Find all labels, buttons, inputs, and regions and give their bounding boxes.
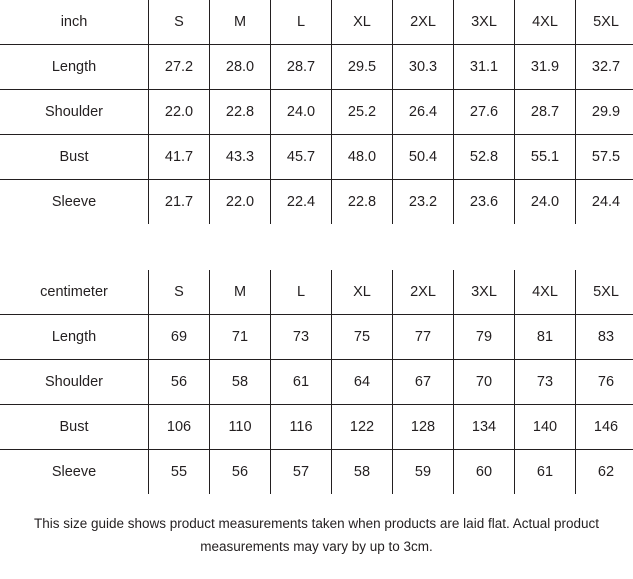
cell-length-xl: 29.5 (332, 45, 393, 90)
size-header-3xl: 3XL (454, 0, 515, 45)
cell-sleeve-m: 56 (210, 450, 271, 495)
unit-label-centimeter: centimeter (0, 270, 149, 315)
cell-length-xl: 75 (332, 315, 393, 360)
size-header-5xl: 5XL (576, 0, 633, 45)
cell-bust-3xl: 134 (454, 405, 515, 450)
size-table-centimeter-wrapper (0, 270, 633, 494)
cell-sleeve-4xl: 61 (515, 450, 576, 495)
cell-bust-5xl: 57.5 (576, 135, 633, 180)
cell-sleeve-s: 21.7 (149, 180, 210, 225)
cell-bust-m: 43.3 (210, 135, 271, 180)
table-row (0, 315, 633, 360)
cell-length-m: 28.0 (210, 45, 271, 90)
table-row (0, 180, 633, 225)
cell-bust-4xl: 55.1 (515, 135, 576, 180)
row-label-bust: Bust (0, 405, 149, 450)
cell-length-l: 73 (271, 315, 332, 360)
cell-sleeve-5xl: 24.4 (576, 180, 633, 225)
cell-bust-l: 45.7 (271, 135, 332, 180)
cell-sleeve-xl: 22.8 (332, 180, 393, 225)
cell-shoulder-s: 56 (149, 360, 210, 405)
size-header-5xl: 5XL (576, 270, 633, 315)
size-header-l: L (271, 0, 332, 45)
size-header-3xl: 3XL (454, 270, 515, 315)
cell-length-5xl: 32.7 (576, 45, 633, 90)
table-row (0, 90, 633, 135)
cell-length-5xl: 83 (576, 315, 633, 360)
size-header-xl: XL (332, 270, 393, 315)
cell-bust-3xl: 52.8 (454, 135, 515, 180)
cell-bust-s: 106 (149, 405, 210, 450)
cell-shoulder-2xl: 26.4 (393, 90, 454, 135)
row-label-sleeve: Sleeve (0, 180, 149, 225)
table-row (0, 45, 633, 90)
cell-bust-4xl: 140 (515, 405, 576, 450)
cell-bust-xl: 122 (332, 405, 393, 450)
cell-sleeve-4xl: 24.0 (515, 180, 576, 225)
cell-bust-m: 110 (210, 405, 271, 450)
cell-bust-5xl: 146 (576, 405, 633, 450)
size-table-inch (0, 0, 633, 224)
table-header-row (0, 270, 633, 315)
cell-length-2xl: 77 (393, 315, 454, 360)
cell-shoulder-s: 22.0 (149, 90, 210, 135)
cell-shoulder-m: 22.8 (210, 90, 271, 135)
size-header-4xl: 4XL (515, 0, 576, 45)
cell-shoulder-l: 61 (271, 360, 332, 405)
cell-shoulder-4xl: 28.7 (515, 90, 576, 135)
row-label-length: Length (0, 315, 149, 360)
cell-shoulder-xl: 64 (332, 360, 393, 405)
cell-bust-2xl: 128 (393, 405, 454, 450)
cell-shoulder-3xl: 70 (454, 360, 515, 405)
cell-sleeve-3xl: 23.6 (454, 180, 515, 225)
size-header-s: S (149, 0, 210, 45)
cell-sleeve-l: 22.4 (271, 180, 332, 225)
size-header-s: S (149, 270, 210, 315)
cell-length-3xl: 31.1 (454, 45, 515, 90)
cell-shoulder-xl: 25.2 (332, 90, 393, 135)
size-header-xl: XL (332, 0, 393, 45)
cell-shoulder-5xl: 76 (576, 360, 633, 405)
size-header-2xl: 2XL (393, 270, 454, 315)
cell-length-l: 28.7 (271, 45, 332, 90)
size-header-l: L (271, 270, 332, 315)
cell-length-m: 71 (210, 315, 271, 360)
cell-shoulder-3xl: 27.6 (454, 90, 515, 135)
size-header-2xl: 2XL (393, 0, 454, 45)
row-label-shoulder: Shoulder (0, 90, 149, 135)
table-header-row (0, 0, 633, 45)
cell-sleeve-xl: 58 (332, 450, 393, 495)
size-table-centimeter (0, 270, 633, 494)
cell-sleeve-s: 55 (149, 450, 210, 495)
row-label-bust: Bust (0, 135, 149, 180)
table-row (0, 450, 633, 495)
cell-sleeve-3xl: 60 (454, 450, 515, 495)
cell-length-3xl: 79 (454, 315, 515, 360)
cell-bust-l: 116 (271, 405, 332, 450)
cell-bust-xl: 48.0 (332, 135, 393, 180)
table-row (0, 135, 633, 180)
cell-length-s: 27.2 (149, 45, 210, 90)
row-label-sleeve: Sleeve (0, 450, 149, 495)
cell-length-4xl: 81 (515, 315, 576, 360)
size-header-4xl: 4XL (515, 270, 576, 315)
cell-sleeve-2xl: 59 (393, 450, 454, 495)
row-label-length: Length (0, 45, 149, 90)
size-guide-footnote: This size guide shows product measurements taken when products are laid flat. Actual product measurements may vary by up to 3cm. (33, 516, 600, 554)
cell-shoulder-4xl: 73 (515, 360, 576, 405)
table-row (0, 360, 633, 405)
table-row (0, 405, 633, 450)
cell-length-2xl: 30.3 (393, 45, 454, 90)
cell-sleeve-2xl: 23.2 (393, 180, 454, 225)
cell-shoulder-2xl: 67 (393, 360, 454, 405)
size-header-m: M (210, 0, 271, 45)
size-header-m: M (210, 270, 271, 315)
unit-label-inch: inch (0, 0, 149, 45)
cell-shoulder-5xl: 29.9 (576, 90, 633, 135)
cell-shoulder-l: 24.0 (271, 90, 332, 135)
size-table-inch-wrapper (0, 0, 633, 224)
cell-bust-s: 41.7 (149, 135, 210, 180)
cell-sleeve-l: 57 (271, 450, 332, 495)
cell-length-s: 69 (149, 315, 210, 360)
cell-sleeve-m: 22.0 (210, 180, 271, 225)
cell-shoulder-m: 58 (210, 360, 271, 405)
row-label-shoulder: Shoulder (0, 360, 149, 405)
cell-sleeve-5xl: 62 (576, 450, 633, 495)
cell-length-4xl: 31.9 (515, 45, 576, 90)
cell-bust-2xl: 50.4 (393, 135, 454, 180)
